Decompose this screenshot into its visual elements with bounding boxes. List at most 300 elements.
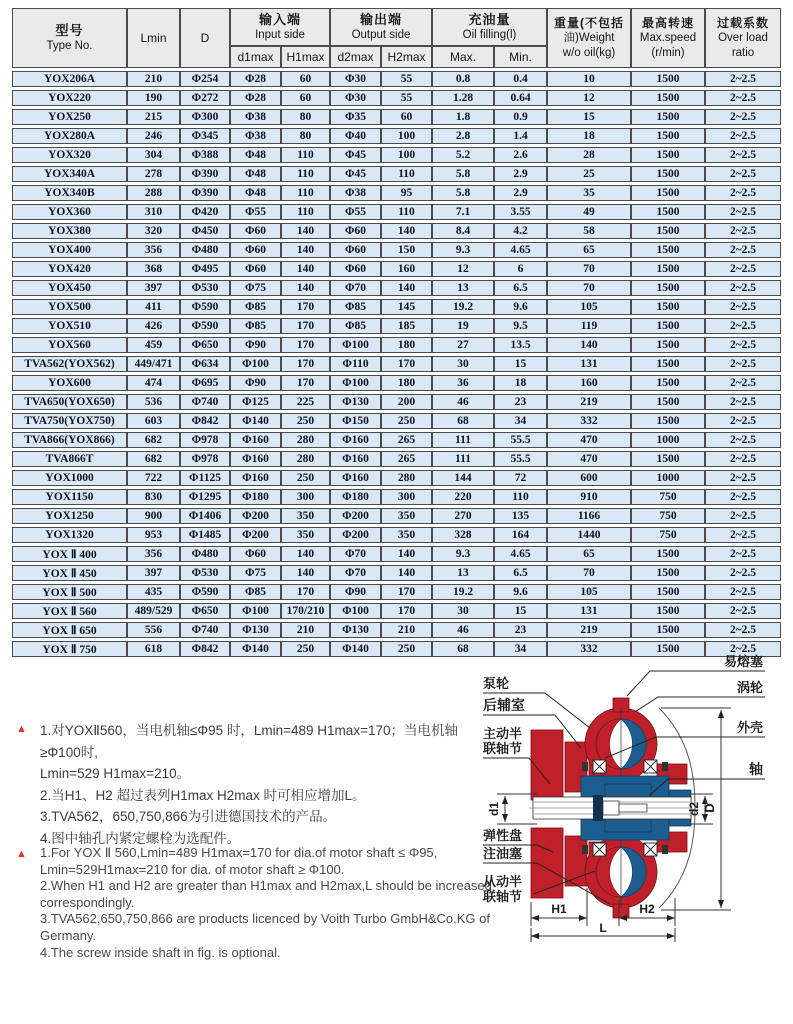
type-no-cell: YOX380 <box>12 223 127 240</box>
table-row <box>12 394 781 411</box>
value-cell: 2~2.5 <box>705 223 781 240</box>
value-cell: 27 <box>432 337 494 354</box>
value-cell: Φ160 <box>230 432 281 449</box>
dim-H2: H2 <box>639 902 655 916</box>
value-cell: 9.5 <box>494 318 547 335</box>
value-cell: Φ140 <box>230 413 281 430</box>
value-cell: 1500 <box>631 109 705 126</box>
col-ratio-zh: 过载系数 <box>716 16 769 31</box>
table-row <box>12 451 781 468</box>
value-cell: 170 <box>281 337 330 354</box>
value-cell: Φ90 <box>330 584 381 601</box>
value-cell: 910 <box>547 489 631 506</box>
value-cell: 100 <box>381 147 432 164</box>
value-cell: 170 <box>281 299 330 316</box>
value-cell: 144 <box>432 470 494 487</box>
type-no-cell: YOX Ⅱ 560 <box>12 603 127 620</box>
type-no-cell: YOX250 <box>12 109 127 126</box>
value-cell: 1.4 <box>494 128 547 145</box>
value-cell: 1500 <box>631 337 705 354</box>
value-cell: 280 <box>281 451 330 468</box>
value-cell: 131 <box>547 356 631 373</box>
value-cell: Φ40 <box>330 128 381 145</box>
value-cell: 140 <box>281 242 330 259</box>
value-cell: Φ60 <box>230 223 281 240</box>
col-overload <box>705 8 781 68</box>
value-cell: Φ85 <box>230 584 281 601</box>
col-d1max: d1max <box>230 46 281 68</box>
value-cell: 356 <box>127 242 180 259</box>
table-row <box>12 280 781 297</box>
value-cell: 435 <box>127 584 180 601</box>
value-cell: 1000 <box>631 470 705 487</box>
value-cell: 2~2.5 <box>705 470 781 487</box>
value-cell: 2~2.5 <box>705 451 781 468</box>
value-cell: 170 <box>281 584 330 601</box>
value-cell: 0.8 <box>432 71 494 88</box>
note-line: Lmin=529 H1max=210。 <box>40 766 191 781</box>
value-cell: 140 <box>381 280 432 297</box>
value-cell: 34 <box>494 641 547 658</box>
type-no-cell: YOX Ⅱ 450 <box>12 565 127 582</box>
label-shell: 外壳 <box>736 720 763 735</box>
note-line: 4.图中轴孔内紧定螺栓为选配件。 <box>40 830 241 846</box>
value-cell: 2~2.5 <box>705 641 781 658</box>
value-cell: Φ200 <box>330 508 381 525</box>
value-cell: Φ100 <box>230 356 281 373</box>
note-line: Lmin=529H1max=210 for dia. of motor shaft ≥ Φ100. <box>40 861 345 877</box>
note-line: 1.对YOXⅡ560，当电机轴≤Φ95 时，Lmin=489 H1max=170；当电机轴≥Φ100时, <box>40 723 458 760</box>
value-cell: 170 <box>281 318 330 335</box>
value-cell: 70 <box>547 280 631 297</box>
value-cell: 1500 <box>631 451 705 468</box>
coupling-cross-section-diagram <box>453 644 793 1024</box>
table-row <box>12 299 781 316</box>
value-cell: 750 <box>631 508 705 525</box>
value-cell: 1500 <box>631 356 705 373</box>
value-cell: 170 <box>281 356 330 373</box>
value-cell: 5.8 <box>432 185 494 202</box>
value-cell: 2~2.5 <box>705 603 781 620</box>
value-cell: 368 <box>127 261 180 278</box>
value-cell: 19.2 <box>432 299 494 316</box>
value-cell: 350 <box>281 508 330 525</box>
value-cell: 2.6 <box>494 147 547 164</box>
value-cell: 2.9 <box>494 166 547 183</box>
table-row <box>12 223 781 240</box>
col-input-en: Input side <box>255 28 305 41</box>
value-cell: Φ1295 <box>180 489 230 506</box>
note-marker-icon: ▲ <box>16 848 27 860</box>
spec-table <box>12 8 781 657</box>
value-cell: 300 <box>281 489 330 506</box>
value-cell: 60 <box>281 90 330 107</box>
type-no-cell: YOX1320 <box>12 527 127 544</box>
value-cell: 2~2.5 <box>705 584 781 601</box>
value-cell: 2~2.5 <box>705 204 781 221</box>
type-no-cell: TVA562(YOX562) <box>12 356 127 373</box>
value-cell: 250 <box>381 641 432 658</box>
value-cell: 170 <box>281 375 330 392</box>
value-cell: 13.5 <box>494 337 547 354</box>
type-no-cell: TVA866T <box>12 451 127 468</box>
notes-chinese-lines <box>40 720 494 849</box>
value-cell: 105 <box>547 584 631 601</box>
col-output-side <box>330 8 432 46</box>
note-line: Germany. <box>40 927 97 943</box>
value-cell: 1500 <box>631 375 705 392</box>
value-cell: Φ130 <box>230 622 281 639</box>
value-cell: Φ55 <box>230 204 281 221</box>
value-cell: 1500 <box>631 565 705 582</box>
notes-english <box>16 845 494 961</box>
col-ratio-en2: ratio <box>731 46 755 59</box>
table-row <box>12 109 781 126</box>
value-cell: Φ740 <box>180 622 230 639</box>
value-cell: 750 <box>631 527 705 544</box>
value-cell: Φ85 <box>330 318 381 335</box>
col-input-zh: 输入端 <box>258 11 301 27</box>
value-cell: 28 <box>547 147 631 164</box>
set-screw-part <box>593 795 603 821</box>
table-row <box>12 470 781 487</box>
col-max-speed <box>631 8 705 68</box>
value-cell: 70 <box>547 565 631 582</box>
value-cell: 2~2.5 <box>705 280 781 297</box>
type-no-cell: YOX560 <box>12 337 127 354</box>
value-cell: 15 <box>494 356 547 373</box>
value-cell: Φ1406 <box>180 508 230 525</box>
type-no-cell: YOX206A <box>12 71 127 88</box>
value-cell: 1500 <box>631 641 705 658</box>
value-cell: 190 <box>127 90 180 107</box>
value-cell: 19 <box>432 318 494 335</box>
label-driven-half-2: 联轴节 <box>483 889 523 904</box>
value-cell: 23 <box>494 622 547 639</box>
value-cell: Φ530 <box>180 280 230 297</box>
value-cell: 140 <box>281 565 330 582</box>
value-cell: 1500 <box>631 204 705 221</box>
type-no-cell: TVA750(YOX750) <box>12 413 127 430</box>
value-cell: 470 <box>547 451 631 468</box>
col-output-zh: 输出端 <box>359 11 402 27</box>
value-cell: 470 <box>547 432 631 449</box>
value-cell: 210 <box>127 71 180 88</box>
value-cell: Φ180 <box>330 489 381 506</box>
table-row <box>12 128 781 145</box>
value-cell: 58 <box>547 223 631 240</box>
value-cell: 12 <box>547 90 631 107</box>
value-cell: 2~2.5 <box>705 432 781 449</box>
value-cell: 140 <box>281 546 330 563</box>
value-cell: 449/471 <box>127 356 180 373</box>
value-cell: 600 <box>547 470 631 487</box>
note-line: correspondingly. <box>40 894 135 910</box>
value-cell: Φ345 <box>180 128 230 145</box>
type-no-cell: YOX220 <box>12 90 127 107</box>
value-cell: 25 <box>547 166 631 183</box>
value-cell: 900 <box>127 508 180 525</box>
value-cell: 2~2.5 <box>705 546 781 563</box>
col-type-no <box>12 8 127 68</box>
col-type-en: Type No. <box>46 39 93 52</box>
value-cell: 140 <box>281 261 330 278</box>
col-oil-max: Max. <box>432 46 494 68</box>
value-cell: 68 <box>432 641 494 658</box>
value-cell: 304 <box>127 147 180 164</box>
value-cell: Φ160 <box>230 451 281 468</box>
value-cell: 459 <box>127 337 180 354</box>
value-cell: 170 <box>381 603 432 620</box>
value-cell: 6 <box>494 261 547 278</box>
value-cell: 1500 <box>631 242 705 259</box>
value-cell: 110 <box>281 185 330 202</box>
value-cell: 170 <box>381 356 432 373</box>
value-cell: 9.6 <box>494 299 547 316</box>
value-cell: 2~2.5 <box>705 489 781 506</box>
col-group-input <box>230 8 330 68</box>
value-cell: 1500 <box>631 223 705 240</box>
value-cell: 1500 <box>631 71 705 88</box>
type-no-cell: YOX600 <box>12 375 127 392</box>
value-cell: Φ60 <box>230 242 281 259</box>
value-cell: 682 <box>127 432 180 449</box>
col-speed-en1: Max.speed <box>639 32 697 45</box>
value-cell: 185 <box>381 318 432 335</box>
value-cell: 60 <box>381 109 432 126</box>
coupling-diagram-svg <box>453 644 793 1024</box>
label-pump-wheel: 泵轮 <box>483 676 510 691</box>
value-cell: Φ390 <box>180 166 230 183</box>
table-row <box>12 584 781 601</box>
table-row <box>12 71 781 88</box>
label-elastic-disc: 弹性盘 <box>483 828 523 843</box>
value-cell: 68 <box>432 413 494 430</box>
value-cell: 682 <box>127 451 180 468</box>
col-oil-en: Oil filling(l) <box>462 28 517 41</box>
value-cell: 278 <box>127 166 180 183</box>
note-marker-icon: ▲ <box>16 723 27 735</box>
value-cell: 2~2.5 <box>705 299 781 316</box>
value-cell: 2~2.5 <box>705 109 781 126</box>
value-cell: 119 <box>547 318 631 335</box>
value-cell: Φ978 <box>180 432 230 449</box>
value-cell: 9.6 <box>494 584 547 601</box>
value-cell: 60 <box>281 71 330 88</box>
value-cell: Φ160 <box>330 470 381 487</box>
col-ratio-en1: Over load <box>718 32 768 45</box>
value-cell: 2~2.5 <box>705 622 781 639</box>
label-fusible-plug: 易熔塞 <box>723 654 763 669</box>
type-no-cell: TVA866(YOX866) <box>12 432 127 449</box>
col-d2max: d2max <box>330 46 381 68</box>
value-cell: Φ695 <box>180 375 230 392</box>
value-cell: Φ740 <box>180 394 230 411</box>
value-cell: 111 <box>432 432 494 449</box>
value-cell: Φ480 <box>180 242 230 259</box>
value-cell: 426 <box>127 318 180 335</box>
value-cell: 36 <box>432 375 494 392</box>
table-body <box>12 71 781 658</box>
label-rear-chamber: 后辅室 <box>483 697 525 713</box>
value-cell: Φ110 <box>330 356 381 373</box>
type-no-cell: YOX320 <box>12 147 127 164</box>
table-row <box>12 166 781 183</box>
type-no-cell: YOX1250 <box>12 508 127 525</box>
value-cell: 1500 <box>631 280 705 297</box>
value-cell: 13 <box>432 280 494 297</box>
table-row <box>12 375 781 392</box>
type-no-cell: YOX280A <box>12 128 127 145</box>
value-cell: 288 <box>127 185 180 202</box>
value-cell: 46 <box>432 622 494 639</box>
value-cell: Φ495 <box>180 261 230 278</box>
value-cell: Φ60 <box>230 261 281 278</box>
type-no-cell: YOX340A <box>12 166 127 183</box>
type-no-cell: YOX510 <box>12 318 127 335</box>
value-cell: Φ48 <box>230 185 281 202</box>
value-cell: 219 <box>547 622 631 639</box>
value-cell: 722 <box>127 470 180 487</box>
value-cell: 160 <box>381 261 432 278</box>
value-cell: 4.2 <box>494 223 547 240</box>
value-cell: 110 <box>281 166 330 183</box>
value-cell: Φ254 <box>180 71 230 88</box>
col-d: D <box>180 8 230 68</box>
value-cell: 830 <box>127 489 180 506</box>
value-cell: 246 <box>127 128 180 145</box>
col-weight-en: w/o oil(kg) <box>562 46 616 59</box>
value-cell: 18 <box>547 128 631 145</box>
table-row <box>12 603 781 620</box>
table-row <box>12 489 781 506</box>
value-cell: Φ100 <box>230 603 281 620</box>
value-cell: 34 <box>494 413 547 430</box>
col-weight-zh2: 油)Weight <box>563 32 615 45</box>
value-cell: Φ60 <box>330 242 381 259</box>
value-cell: 2~2.5 <box>705 261 781 278</box>
value-cell: Φ160 <box>330 451 381 468</box>
value-cell: 474 <box>127 375 180 392</box>
value-cell: Φ978 <box>180 451 230 468</box>
value-cell: 2~2.5 <box>705 128 781 145</box>
value-cell: 160 <box>547 375 631 392</box>
value-cell: 270 <box>432 508 494 525</box>
value-cell: 30 <box>432 356 494 373</box>
value-cell: 35 <box>547 185 631 202</box>
table-row <box>12 261 781 278</box>
note-line: 2.当H1、H2 超过表列H1max H2max 时可相应增加L。 <box>40 787 366 803</box>
col-h1max: H1max <box>281 46 330 68</box>
value-cell: 2.8 <box>432 128 494 145</box>
col-weight <box>547 8 631 68</box>
value-cell: 4.65 <box>494 546 547 563</box>
value-cell: Φ130 <box>330 622 381 639</box>
label-turbine: 涡轮 <box>736 680 763 695</box>
value-cell: 140 <box>281 280 330 297</box>
value-cell: Φ75 <box>230 565 281 582</box>
value-cell: 12 <box>432 261 494 278</box>
table-row <box>12 242 781 259</box>
dim-L: L <box>599 921 607 935</box>
value-cell: Φ842 <box>180 641 230 658</box>
value-cell: Φ100 <box>330 375 381 392</box>
note-line: 2.When H1 and H2 are greater than H1max and H2max,L should be increased <box>40 878 492 894</box>
dim-d2: d2 <box>687 801 701 817</box>
value-cell: 220 <box>432 489 494 506</box>
value-cell: 111 <box>432 451 494 468</box>
col-oil-min: Min. <box>494 46 547 68</box>
table-row <box>12 337 781 354</box>
type-no-cell: TVA650(YOX650) <box>12 394 127 411</box>
label-oil-plug: 注油塞 <box>483 846 523 861</box>
value-cell: 180 <box>381 337 432 354</box>
type-no-cell: YOX400 <box>12 242 127 259</box>
value-cell: 350 <box>381 508 432 525</box>
value-cell: 1500 <box>631 185 705 202</box>
value-cell: 397 <box>127 565 180 582</box>
value-cell: 1500 <box>631 90 705 107</box>
value-cell: 332 <box>547 413 631 430</box>
value-cell: 219 <box>547 394 631 411</box>
value-cell: Φ75 <box>230 280 281 297</box>
value-cell: 140 <box>547 337 631 354</box>
value-cell: Φ45 <box>330 147 381 164</box>
value-cell: Φ590 <box>180 584 230 601</box>
value-cell: 9.3 <box>432 242 494 259</box>
note-line: 1.For YOX Ⅱ 560,Lmin=489 H1max=170 for dia.of motor shaft ≤ Φ95, <box>40 845 438 860</box>
value-cell: 489/529 <box>127 603 180 620</box>
value-cell: 3.55 <box>494 204 547 221</box>
notes-chinese <box>16 720 494 849</box>
table-row <box>12 147 781 164</box>
col-speed-zh: 最高转速 <box>641 16 694 31</box>
value-cell: 210 <box>281 622 330 639</box>
type-no-cell: YOX1000 <box>12 470 127 487</box>
value-cell: Φ100 <box>330 337 381 354</box>
col-lmin: Lmin <box>127 8 180 68</box>
value-cell: Φ300 <box>180 109 230 126</box>
value-cell: 145 <box>381 299 432 316</box>
value-cell: 328 <box>432 527 494 544</box>
value-cell: 105 <box>547 299 631 316</box>
value-cell: 49 <box>547 204 631 221</box>
value-cell: 1000 <box>631 432 705 449</box>
table-row <box>12 527 781 544</box>
value-cell: 23 <box>494 394 547 411</box>
value-cell: Φ160 <box>330 432 381 449</box>
type-no-cell: YOX420 <box>12 261 127 278</box>
value-cell: Φ85 <box>330 299 381 316</box>
value-cell: Φ38 <box>230 128 281 145</box>
value-cell: Φ634 <box>180 356 230 373</box>
value-cell: Φ160 <box>230 470 281 487</box>
value-cell: 1166 <box>547 508 631 525</box>
value-cell: 265 <box>381 451 432 468</box>
value-cell: 46 <box>432 394 494 411</box>
value-cell: 110 <box>281 147 330 164</box>
value-cell: Φ1125 <box>180 470 230 487</box>
value-cell: 1500 <box>631 603 705 620</box>
value-cell: Φ140 <box>230 641 281 658</box>
value-cell: Φ85 <box>230 318 281 335</box>
col-output-en: Output side <box>351 28 411 41</box>
col-weight-zh1: 重量(不包括 <box>554 16 624 31</box>
value-cell: Φ650 <box>180 603 230 620</box>
value-cell: 350 <box>381 527 432 544</box>
value-cell: 1500 <box>631 299 705 316</box>
value-cell: 2~2.5 <box>705 565 781 582</box>
